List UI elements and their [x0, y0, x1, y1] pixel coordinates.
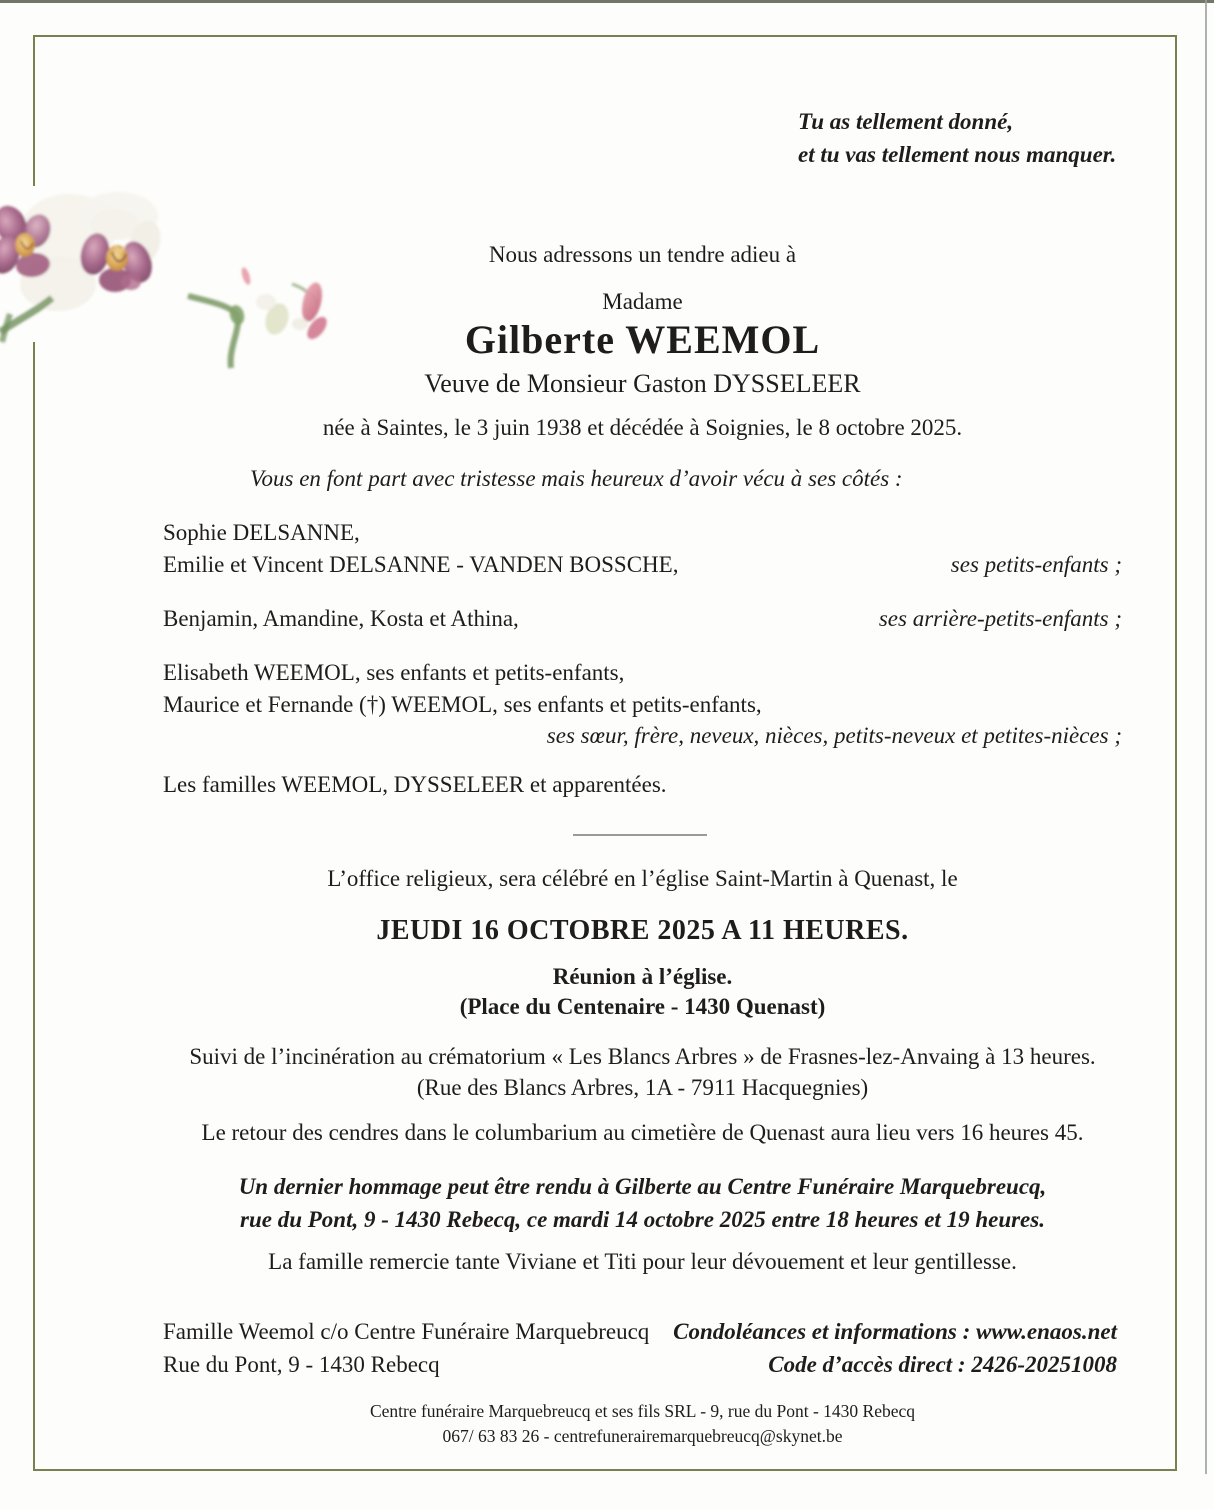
religious-office-line: L’office religieux, sera célébré en l’église Saint-Martin à Quenast, le	[327, 866, 958, 891]
last-homage-line-2: rue du Pont, 9 - 1430 Rebecq, ce mardi 14 octobre 2025 entre 18 heures et 19 heures.	[240, 1207, 1045, 1232]
family-member-name: Maurice et Fernande (†) WEEMOL, ses enfants et petits-enfants,	[163, 692, 762, 717]
memorial-quote-line-1: Tu as tellement donné,	[798, 109, 1014, 134]
family-row	[163, 692, 1122, 718]
footer-address-line: Centre funéraire Marquebreucq et ses fils SRL - 9, rue du Pont - 1430 Rebecq	[369, 1401, 916, 1421]
civility-title: Madame	[602, 289, 683, 314]
section-divider	[573, 834, 707, 836]
widow-line: Veuve de Monsieur Gaston DYSSELEER	[424, 369, 861, 398]
meeting-line: Réunion à l’église.	[552, 964, 733, 989]
family-row	[163, 723, 1122, 749]
family-row	[163, 606, 1122, 632]
family-relation: ses petits-enfants ;	[950, 552, 1122, 577]
scan-edge-top	[0, 0, 1214, 3]
footer-phone-email-line: 067/ 63 83 26 - centrefunerairemarquebreucq@skynet.be	[442, 1426, 843, 1446]
memorial-quote-line-2: et tu vas tellement nous manquer.	[798, 142, 1117, 167]
last-homage-block	[163, 1170, 1122, 1236]
meeting-place: (Place du Centenaire - 1430 Quenast)	[459, 994, 826, 1019]
family-row	[163, 520, 1122, 546]
scan-edge-right	[1205, 0, 1207, 1474]
family-member-name: Les familles WEEMOL, DYSSELEER et apparentées.	[163, 772, 667, 797]
announcement-line: Vous en font part avec tristesse mais heureux d’avoir vécu à ses côtés :	[250, 466, 903, 491]
memorial-quote	[798, 105, 1116, 171]
cremation-address: (Rue des Blancs Arbres, 1A - 7911 Hacquegnies)	[416, 1075, 869, 1100]
condolences-access-code-line: Code d’accès direct : 2426-20251008	[768, 1352, 1117, 1377]
family-contact-line-2: Rue du Pont, 9 - 1430 Rebecq	[163, 1352, 440, 1377]
ashes-return-line: Le retour des cendres dans le columbarium au cimetière de Quenast aura lieu vers 16 heures 45.	[201, 1120, 1084, 1145]
family-relation: ses arrière-petits-enfants ;	[878, 606, 1122, 631]
family-contact-block	[163, 1315, 649, 1381]
family-member-name: Sophie DELSANNE,	[163, 520, 360, 545]
orchid-stem	[0, 298, 52, 342]
birth-death-line: née à Saintes, le 3 juin 1938 et décédée à Soignies, le 8 octobre 2025.	[322, 415, 963, 440]
family-row	[163, 552, 1122, 578]
cremation-line: Suivi de l’incinération au crématorium « Les Blancs Arbres » de Frasnes-lez-Anvaing à 13 heures.	[189, 1044, 1096, 1069]
family-row	[163, 660, 1122, 686]
ceremony-datetime: JEUDI 16 OCTOBRE 2025 A 11 HEURES.	[376, 915, 909, 946]
funeral-home-footer	[163, 1399, 1122, 1449]
thanks-line: La famille remercie tante Viviane et Titi pour leur dévouement et leur gentillesse.	[268, 1249, 1017, 1274]
condolences-block	[663, 1315, 1117, 1381]
family-member-name: Emilie et Vincent DELSANNE - VANDEN BOSSCHE,	[163, 552, 679, 577]
family-member-name: Benjamin, Amandine, Kosta et Athina,	[163, 606, 519, 631]
family-member-name: Elisabeth WEEMOL, ses enfants et petits-enfants,	[163, 660, 625, 685]
family-row	[163, 772, 1122, 798]
condolences-website-line: Condoléances et informations : www.enaos.net	[673, 1319, 1117, 1344]
last-homage-line-1: Un dernier hommage peut être rendu à Gilberte au Centre Funéraire Marquebreucq,	[238, 1174, 1047, 1199]
family-relation: ses sœur, frère, neveux, nièces, petits-neveux et petites-nièces ;	[546, 723, 1122, 748]
intro-line: Nous adressons un tendre adieu à	[488, 242, 797, 267]
family-contact-line-1: Famille Weemol c/o Centre Funéraire Marquebreucq	[163, 1319, 650, 1344]
deceased-name: Gilberte WEEMOL	[464, 317, 821, 362]
